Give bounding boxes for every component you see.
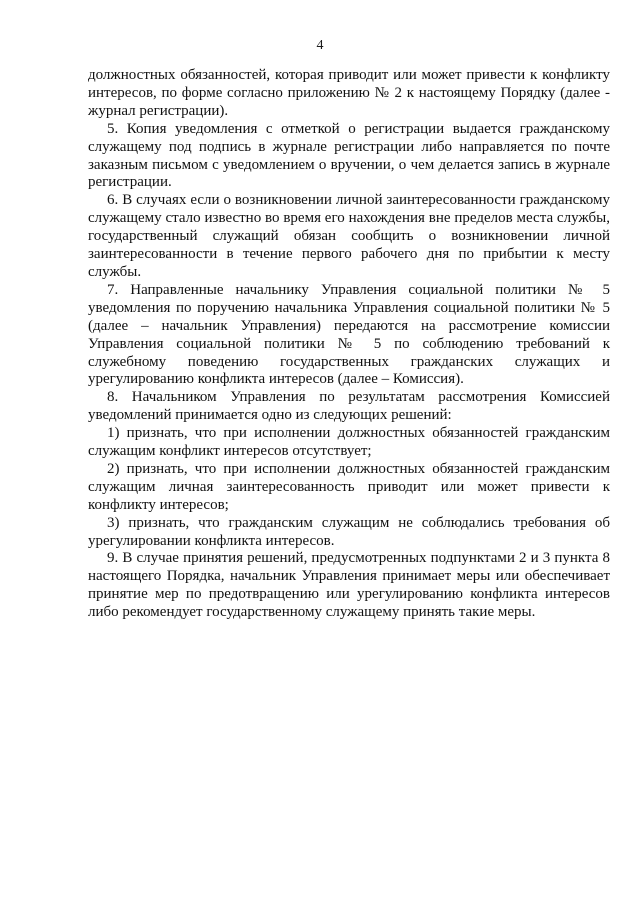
paragraph-9: 9. В случае принятия решений, предусмотренных подпунктами 2 и 3 пункта 8 настоящего Порядка, начальник Управления принимает меры или обеспечивает принятие мер по предотвращению или урегулированию конфликта интересов либо рекомендует государственному служащему принять такие меры. (88, 550, 610, 621)
paragraph-8-item-1: 1) признать, что при исполнении должностных обязанностей гражданским служащим конфликт интересов отсутствует; (88, 425, 610, 460)
document-body (88, 67, 610, 622)
paragraph-7: 7. Направленные начальнику Управления социальной политики № 5 уведомления по поручению начальника Управления социальной политики № 5 (далее – начальник Управления) передаются на рассмотрение комиссии Управления социальной политики № 5 по соблюдению требований к служебному поведению государственных гражданских служащих и урегулированию конфликта интересов (далее – Комиссия). (88, 281, 610, 388)
paragraph-continuation: должностных обязанностей, которая приводит или может привести к конфликту интересов, по форме согласно приложению № 2 к настоящему Порядку (далее - журнал регистрации). (88, 67, 610, 119)
paragraph-5: 5. Копия уведомления с отметкой о регистрации выдается гражданскому служащему под подпись в журнале регистрации либо направляется по почте заказным письмом с уведомлением о вручении, о чем делается запись в журнале регистрации. (88, 120, 610, 191)
paragraph-8: 8. Начальником Управления по результатам рассмотрения Комиссией уведомлений принимается одно из следующих решений: (88, 389, 610, 424)
paragraph-6: 6. В случаях если о возникновении личной заинтересованности гражданскому служащему стало известно во время его нахождения вне пределов места службы, государственный служащий обязан сообщить о возникновении личной заинтересованности в течение первого рабочего дня по прибытии к месту службы. (88, 192, 610, 280)
page-number: 4 (316, 38, 324, 53)
paragraph-8-item-3: 3) признать, что гражданским служащим не соблюдались требования об урегулировании конфликта интересов. (88, 514, 610, 549)
paragraph-8-item-2: 2) признать, что при исполнении должностных обязанностей гражданским служащим личная заинтересованность приводит или может привести к конфликту интересов; (88, 460, 610, 513)
